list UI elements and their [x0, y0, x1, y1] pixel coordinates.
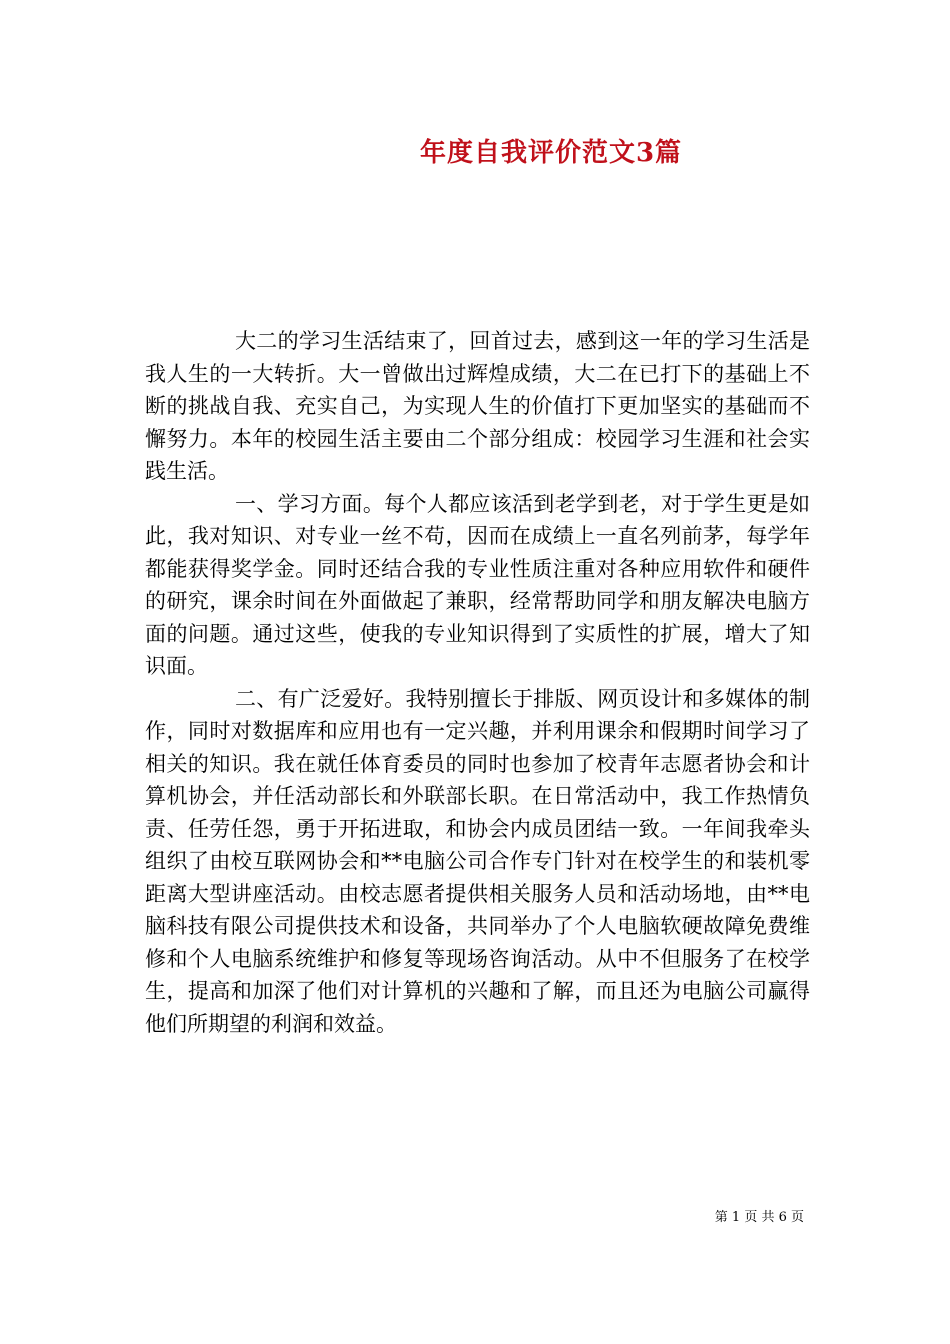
paragraph-hobbies: 二、有广泛爱好。我特别擅长于排版、网页设计和多媒体的制作，同时对数据库和应用也有一定兴趣，并利用课余和假期时间学习了相关的知识。我在就任体育委员的同时也参加了校青年志愿者协会和计算机协会，并任活动部长和外联部长职。在日常活动中，我工作热情负责、任劳任怨，勇于开拓进取，和协会内成员团结一致。一年间我牵头组织了由校互联网协会和**电脑公司合作专门针对在校学生的和装机零距离大型讲座活动。由校志愿者提供相关服务人员和活动场地，由**电脑科技有限公司提供技术和设备，共同举办了个人电脑软硬故障免费维修和个人电脑系统维护和修复等现场咨询活动。从中不但服务了在校学生，提高和加深了他们对计算机的兴趣和了解，而且还为电脑公司赢得他们所期望的利润和效益。 — [145, 686, 810, 1036]
paragraph-study: 一、学习方面。每个人都应该活到老学到老，对于学生更是如此，我对知识、对专业一丝不苟，因而在成绩上一直名列前茅，每学年都能获得奖学金。同时还结合我的专业性质注重对各种应用软件和硬件的研究，课余时间在外面做起了兼职，经常帮助同学和朋友解决电脑方面的问题。通过这些，使我的专业知识得到了实质性的扩展，增大了知识面。 — [145, 491, 810, 678]
document-title: 年度自我评价范文3篇 — [419, 138, 683, 168]
document-body — [145, 325, 810, 1040]
paragraph-intro: 大二的学习生活结束了，回首过去，感到这一年的学习生活是我人生的一大转折。大一曾做出过辉煌成绩，大二在已打下的基础上不断的挑战自我、充实自己，为实现人生的价值打下更加坚实的基础而不懈努力。本年的校园生活主要由二个部分组成：校园学习生涯和社会实践生活。 — [145, 329, 810, 483]
page-footer — [715, 1206, 804, 1225]
page-number-label: 第 1 页 共 6 页 — [714, 1210, 804, 1225]
